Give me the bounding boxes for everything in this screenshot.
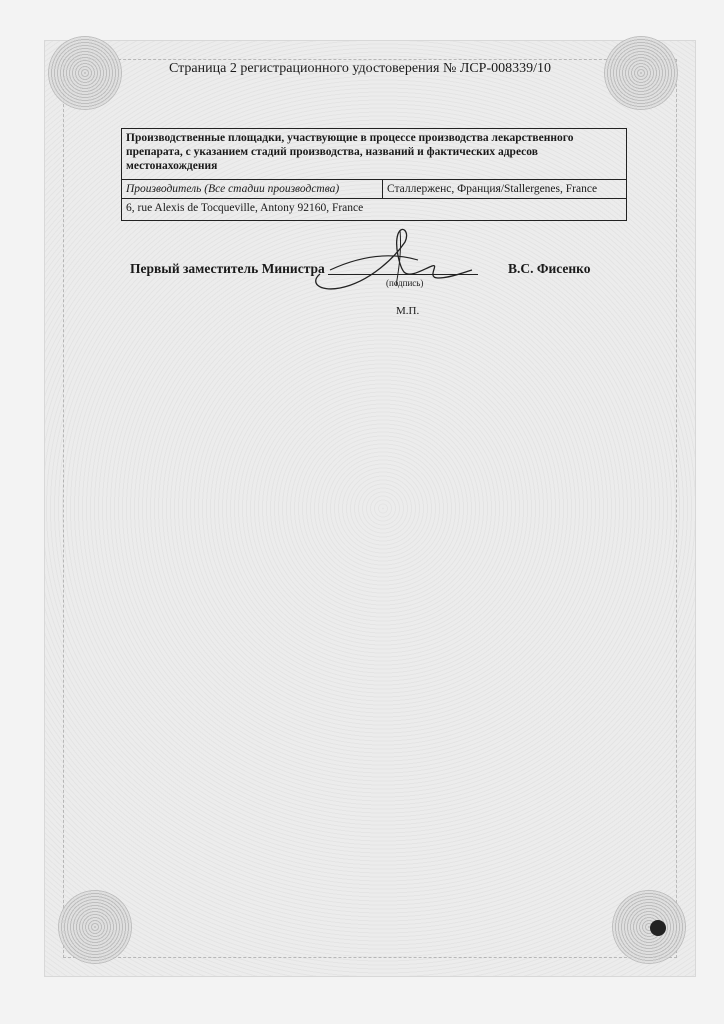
guilloche-rosette-bottom-left	[58, 890, 132, 964]
signature-caption: (подпись)	[386, 278, 424, 288]
binding-hole	[650, 920, 666, 936]
handwritten-signature	[300, 212, 490, 302]
guilloche-rosette-top-left	[48, 36, 122, 110]
table-heading: Производственные площадки, участвующие в процессе производства лекарственного препарата, с указанием стадий производства, названий и фактических адресов местонахождения	[122, 129, 627, 180]
table-row	[122, 129, 627, 180]
guilloche-rosette-bottom-right	[612, 890, 686, 964]
stamp-place-label: М.П.	[396, 305, 420, 317]
manufacturer-address: 6, rue Alexis de Tocqueville, Antony 92160, France	[122, 199, 627, 221]
signatory-position: Первый заместитель Министра	[130, 261, 325, 276]
manufacturer-name: Сталлерженс, Франция/Stallergenes, France	[383, 180, 627, 199]
page-header: Страница 2 регистрационного удостоверения № ЛСР-008339/10	[168, 61, 552, 76]
guilloche-rosette-top-right	[604, 36, 678, 110]
manufacturer-role: Производитель (Все стадии производства)	[122, 180, 383, 199]
production-sites-table	[121, 128, 627, 221]
table-row	[122, 180, 627, 199]
signer-name: В.С. Фисенко	[508, 261, 591, 276]
